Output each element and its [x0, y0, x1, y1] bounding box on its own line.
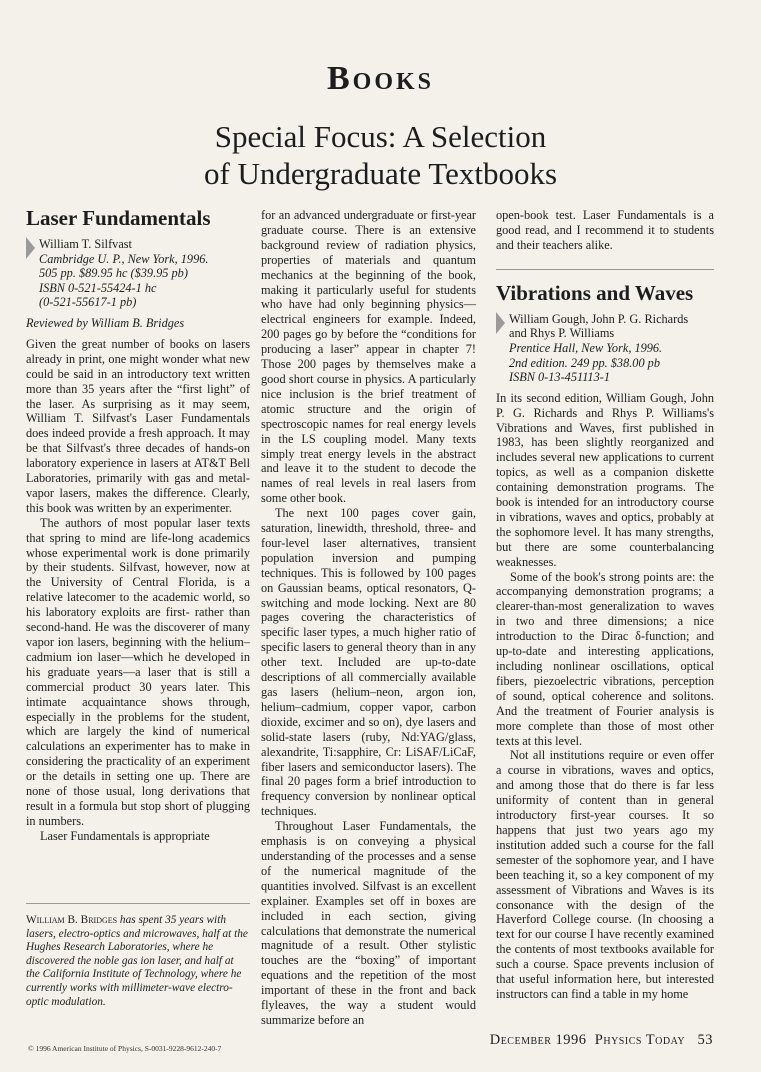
reviewer-credit: Reviewed by William B. Bridges: [26, 315, 185, 330]
biblio-isbn-pb: (0-521-55617-1 pb): [39, 295, 137, 310]
bibliographic-info: [496, 312, 714, 385]
copyright-notice: © 1996 American Institute of Physics, S-0031-9228-9612-240-7: [28, 1044, 222, 1053]
special-focus-line-1: Special Focus: A Selection: [214, 119, 547, 154]
triangle-marker-icon: [496, 312, 505, 334]
special-focus-line-2: of Undergraduate Textbooks: [203, 156, 558, 191]
issue-date: December 1996: [489, 1032, 587, 1048]
bio-divider: [26, 903, 250, 904]
paragraph: Throughout Laser Fundamentals, the emphasis is on conveying a physical understanding of the processes and a sense of the numerical magnitude of the quantities involved. Silfvast is an excellent explainer. Examples set off in boxes are included in each section, giving calculations that demonstrate the numerical magnitude of a result. Other stylistic touches are the “boxing” of important equations and the repetition of the most important of these in the front and back flyleaves, the way a student would summarize before an: [261, 819, 476, 1027]
biblio-author: William T. Silfvast: [39, 237, 132, 251]
section-title: Books: [326, 60, 435, 97]
biblio-edition-price: 2nd edition. 249 pp. $38.00 pb: [509, 355, 660, 370]
column-3: [496, 208, 714, 1002]
biblio-authors: William Gough, John P. G. Richards: [509, 311, 689, 326]
biblio-publisher: Cambridge U. P., New York, 1996.: [39, 251, 209, 266]
paragraph: Not all institutions require or even offer a course in vibrations, waves and optics, and among those that do there is far less uniformity of content than in general introductory first-year courses. It so happens that just two years ago my institution added such a course for the fall semester of the sophomore year, and I have been teaching it, so a key component of my assessment of Vibrations and Waves is its consonance with the design of the Haverford College course. (In choosing a text for our course I have recently examined the contents of most textbooks available for such a course. Space prevents inclusion of that useful information here, but interested instructors can find a table in my home: [496, 748, 714, 1001]
triangle-marker-icon: [26, 237, 35, 259]
bibliographic-info: [26, 237, 250, 310]
biblio-isbn: ISBN 0-13-451113-1: [509, 370, 610, 385]
bio-text: has spent 35 years with lasers, electro-optics and microwaves, half at the Hughes Research Laboratories, where he discovered the noble gas ion laser, and half at the California Institute of Technology, where he currently works with millimeter-wave electro-optic modulation.: [26, 914, 248, 1008]
paragraph: In its second edition, William Gough, John P. G. Richards and Rhys P. Williams's Vibrations and Waves, first published in 1983, has been slightly reorganized and includes several new applications to current topics, as well as a companion diskette containing demonstration programs. The book is intended for an introductory course in vibrations, waves and optics, probably at the sophomore level. It has many strengths, but there are some counterbalancing weaknesses.: [496, 390, 714, 569]
special-focus-heading: [0, 118, 761, 192]
paragraph: for an advanced undergraduate or first-year graduate course. There is an extensive background review of radiation physics, properties of materials and quantum mechanics at the beginning of the book, making it particularly useful for students who have had only beginning physics—electrical engineers for example. Indeed, 200 pages go by before the “conditions for producing a laser” appear in chapter 7! Those 200 pages by themselves make a good short course in physics. A particularly nice inclusion is the brief treatment of atomic structure and the origin of spectroscopic names for real energy levels in the LS coupling model. Many texts simply treat energy levels in the abstract and leave it to the student to decode the names of real levels in real lasers from some other book.: [261, 208, 476, 506]
paragraph: Given the great number of books on lasers already in print, one might wonder what new could be said in an introductory text written more than 35 years after the “first light” of the laser. As surprising as it may seem, William T. Silfvast's Laser Fundamentals does indeed provide a fresh approach. It may be that Silfvast's three decades of hands-on laboratory experience in lasers at AT&T Bell Laboratories, primarily with gas and metal-vapor lasers, makes the difference. Clearly, this book was written by an experimenter.: [26, 336, 250, 515]
paragraph: open-book test. Laser Fundamentals is a good read, and I recommend it to students and their teachers alike.: [496, 208, 714, 252]
bio-name: William B. Bridges: [26, 914, 118, 926]
biblio-authors-cont: and Rhys P. Williams: [509, 326, 615, 341]
biblio-publisher: Prentice Hall, New York, 1996.: [509, 340, 663, 355]
column-2: [261, 208, 476, 1028]
journal-name: Physics Today: [594, 1032, 686, 1048]
biblio-isbn: ISBN 0-521-55424-1 hc: [39, 280, 157, 295]
reviewer-bio: [26, 914, 250, 1009]
paragraph: Laser Fundamentals is appropriate: [40, 828, 210, 843]
review-title-vibrations-and-waves: Vibrations and Waves: [496, 280, 694, 305]
review-title-laser-fundamentals: Laser Fundamentals: [26, 206, 211, 230]
section-divider: [496, 269, 714, 270]
paragraph: The next 100 pages cover gain, saturation, linewidth, threshold, three- and four-level laser alternatives, transient population inversion and pumping techniques. This is followed by 100 pages on Gaussian beams, optical resonators, Q-switching and mode locking. Next are 80 pages covering the characteristics of specific laser types, a much higher ratio of specific lasers to general theory than in any other text. Included are up-to-date descriptions of all commercially available gas lasers (helium–neon, argon ion, helium–cadmium, copper vapor, carbon dioxide, excimer and so on), dye lasers and solid-state lasers (ruby, Nd:YAG/glass, alexandrite, Ti:sapphire, Cr: LiSAF/LiCaF, fiber lasers and semiconductor lasers). The final 20 pages form a brief introduction to frequency conversion by nonlinear optical techniques.: [261, 506, 476, 819]
column-1: [26, 205, 250, 844]
biblio-pages-price: 505 pp. $89.95 hc ($39.95 pb): [39, 266, 188, 281]
paragraph: Some of the book's strong points are: the accompanying demonstration programs; a clearer-than-most generalization to waves in two and three dimensions; a nice introduction to the Dirac δ-function; and up-to-date and interesting applications, including nonlinear oscillations, optical fibers, piezoelectric vibrations, perception of sound, optical coherence and solitons. And the treatment of Fourier analysis is more complete than those of most other texts at this level.: [496, 569, 714, 748]
page-number: 53: [697, 1032, 713, 1048]
page-footer: [490, 1032, 713, 1049]
paragraph: The authors of most popular laser texts that spring to mind are life-long academics whose experimental work is done primarily by their students. Silfvast, however, now at the University of Central Florida, is a relative latecomer to the academic world, so his laboratory exploits are first- rather than second-hand. He was the discoverer of many vapor ion lasers, beginning with the helium–cadmium ion laser—which he developed in his graduate years—a laser that is still a commercial product 30 years later. This intimate acquaintance shows through, especially in the problems for the student, which are largely the kind of numerical calculations an experimenter has to make in considering the practicality of an experiment or the details in setting one up. There are none of those usual, long derivations that result in a formula but stop short of plugging in numbers.: [26, 515, 250, 828]
